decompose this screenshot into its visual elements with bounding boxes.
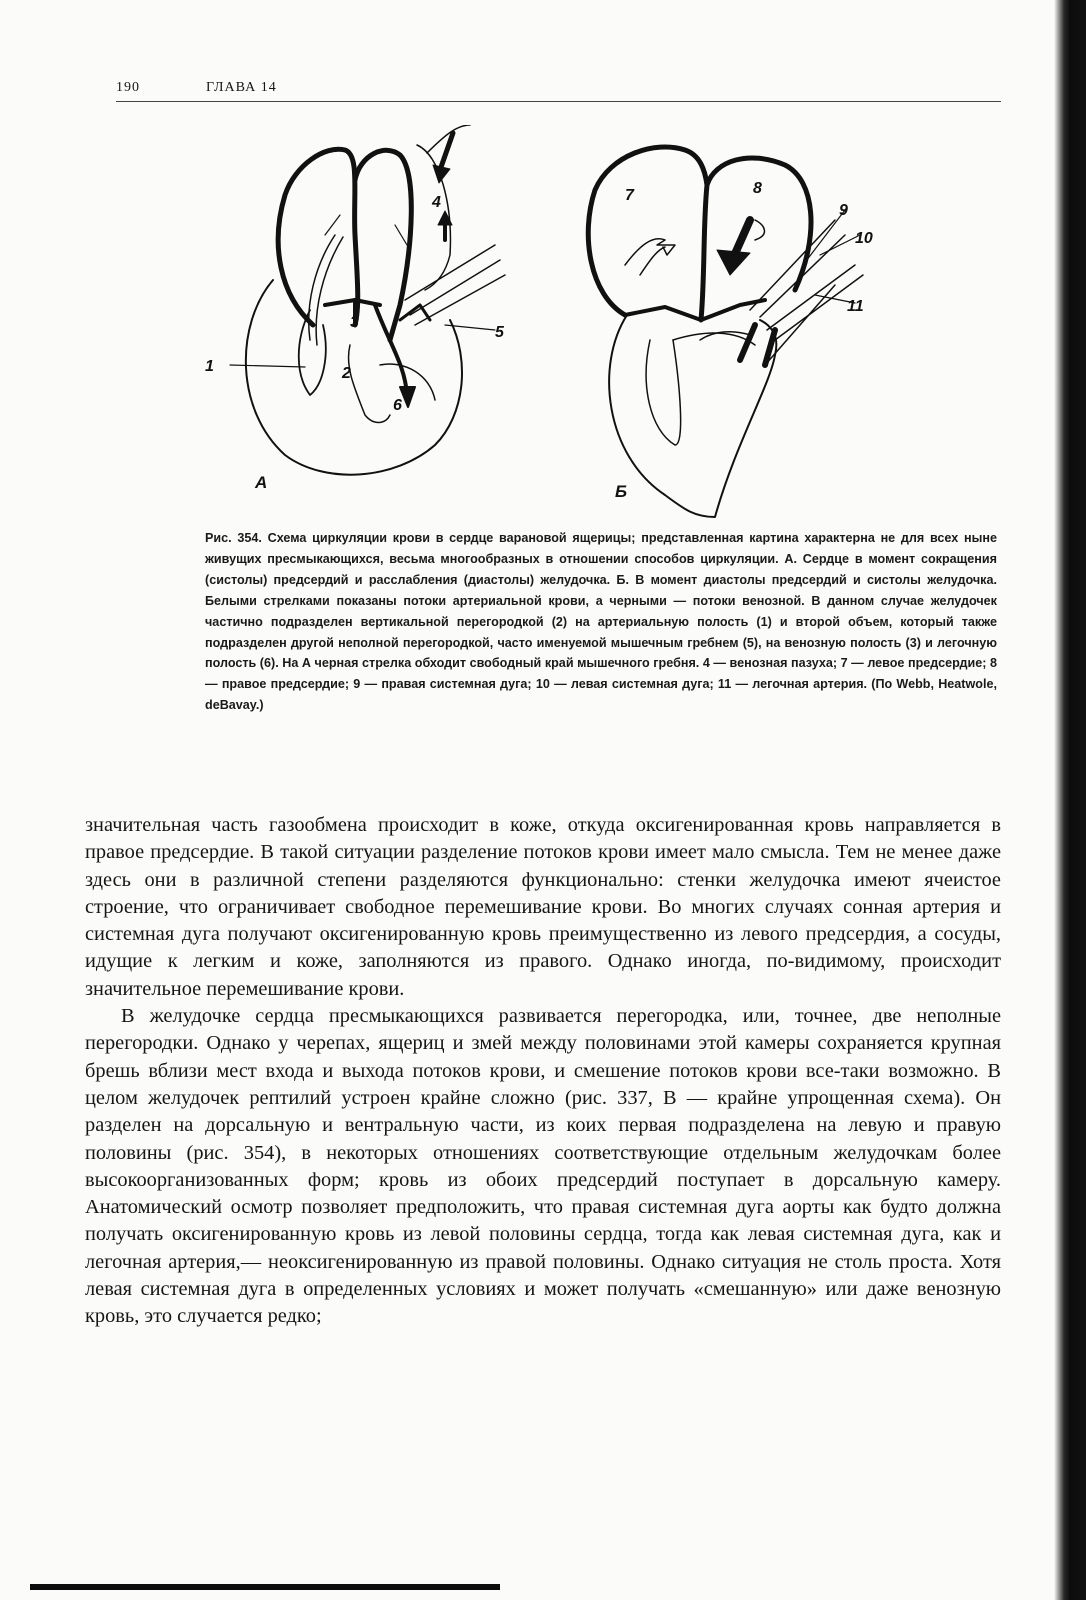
heart-circulation-figure xyxy=(195,125,915,520)
label-a-2: 2 xyxy=(342,365,351,382)
label-a-6: 6 xyxy=(393,397,402,414)
panel-b-label: Б xyxy=(615,482,628,501)
label-a-4: 4 xyxy=(432,194,441,211)
footer-rule xyxy=(30,1584,500,1590)
heart-diagram xyxy=(195,125,915,520)
label-a-5: 5 xyxy=(495,324,504,341)
chapter-title: ГЛАВА 14 xyxy=(206,80,277,95)
label-a-3: 3 xyxy=(350,314,359,331)
label-b-9: 9 xyxy=(839,202,848,219)
panel-a-label: А xyxy=(255,473,268,492)
panel-a-heart-drawing xyxy=(230,125,505,475)
paragraph-2: В желудочке сердца пресмыкающихся развивается перегородка, или, точнее, две неполные перегородки. Однако у черепах, ящериц и змей между половинами этой камеры сохраняется крупная брешь вблизи мест входа и выхода потоков крови, и смешение потоков крови все-таки возможно. В целом желудочек рептилий устроен крайне сложно (рис. 337, В — крайне упрощенная схема). Он разделен на дорсальную и вентральную части, из коих первая подразделена на левую и правую половины (рис. 354), в некоторых отношениях соответствующие отдельным желудочкам более высокоорганизованных форм; кровь из обоих предсердий поступает в дорсальную камеру. Анатомический осмотр позволяет предположить, что правая системная дуга аорты как будто должна получать оксигенированную кровь из левой половины сердца, тогда как левая системная дуга, как и легочная артерия,— неоксигенированную из правой половины. Однако ситуация не столь проста. Хотя левая системная дуга в определенных условиях и может получать «смешанную» или даже венозную кровь, это случается редко; xyxy=(85,1005,1001,1328)
label-b-8: 8 xyxy=(753,180,762,197)
body-text xyxy=(85,812,1001,1331)
label-b-10: 10 xyxy=(855,230,873,247)
header-rule xyxy=(116,101,1001,102)
figure-caption: Рис. 354. Схема циркуляции крови в сердце варановой ящерицы; представленная картина характерна не для всех ныне живущих пресмыкающихся, весьма многообразных в отношении способов циркуляции. А. Сердце в момент сокращения (систолы) предсердий и расслабления (диастолы) желудочка. Б. В момент диастолы предсердий и систолы желудочка. Белыми стрелками показаны потоки артериальной крови, а черными — потоки венозной. В данном случае желудочек частично подразделен вертикальной перегородкой (2) на артериальную полость (1) и второй объем, который также подразделен другой неполной перегородкой, часто именуемой мышечным гребнем (5), на венозную полость (3) и легочную полость (6). На А черная стрелка обходит свободный край мышечного гребня. 4 — венозная пазуха; 7 — левое предсердие; 8 — правое предсердие; 9 — правая системная дуга; 10 — левая системная дуга; 11 — легочная артерия. (По Webb, Heatwole, deBavay.) xyxy=(205,531,997,713)
label-a-1: 1 xyxy=(205,358,214,375)
paragraph-1: значительная часть газообмена происходит в коже, откуда оксигенированная кровь направляется в правое предсердие. В такой ситуации разделение потоков крови имеет мало смысла. Тем не менее даже здесь они в различной степени разделяются функционально: стенки желудочка имеют ячеистое строение, что ограничивает свободное перемешивание крови. Во многих случаях сонная артерия и системная дуга получают оксигенированную кровь преимущественно из левого предсердия, а сосуды, идущие к легким и коже, заполняются из правого. Однако иногда, по-видимому, происходит значительное перемешивание крови. xyxy=(85,814,1001,1000)
label-b-11: 11 xyxy=(847,298,864,315)
page-number: 190 xyxy=(116,80,140,95)
scan-page-edge xyxy=(1034,0,1086,1600)
label-b-7: 7 xyxy=(625,187,634,204)
